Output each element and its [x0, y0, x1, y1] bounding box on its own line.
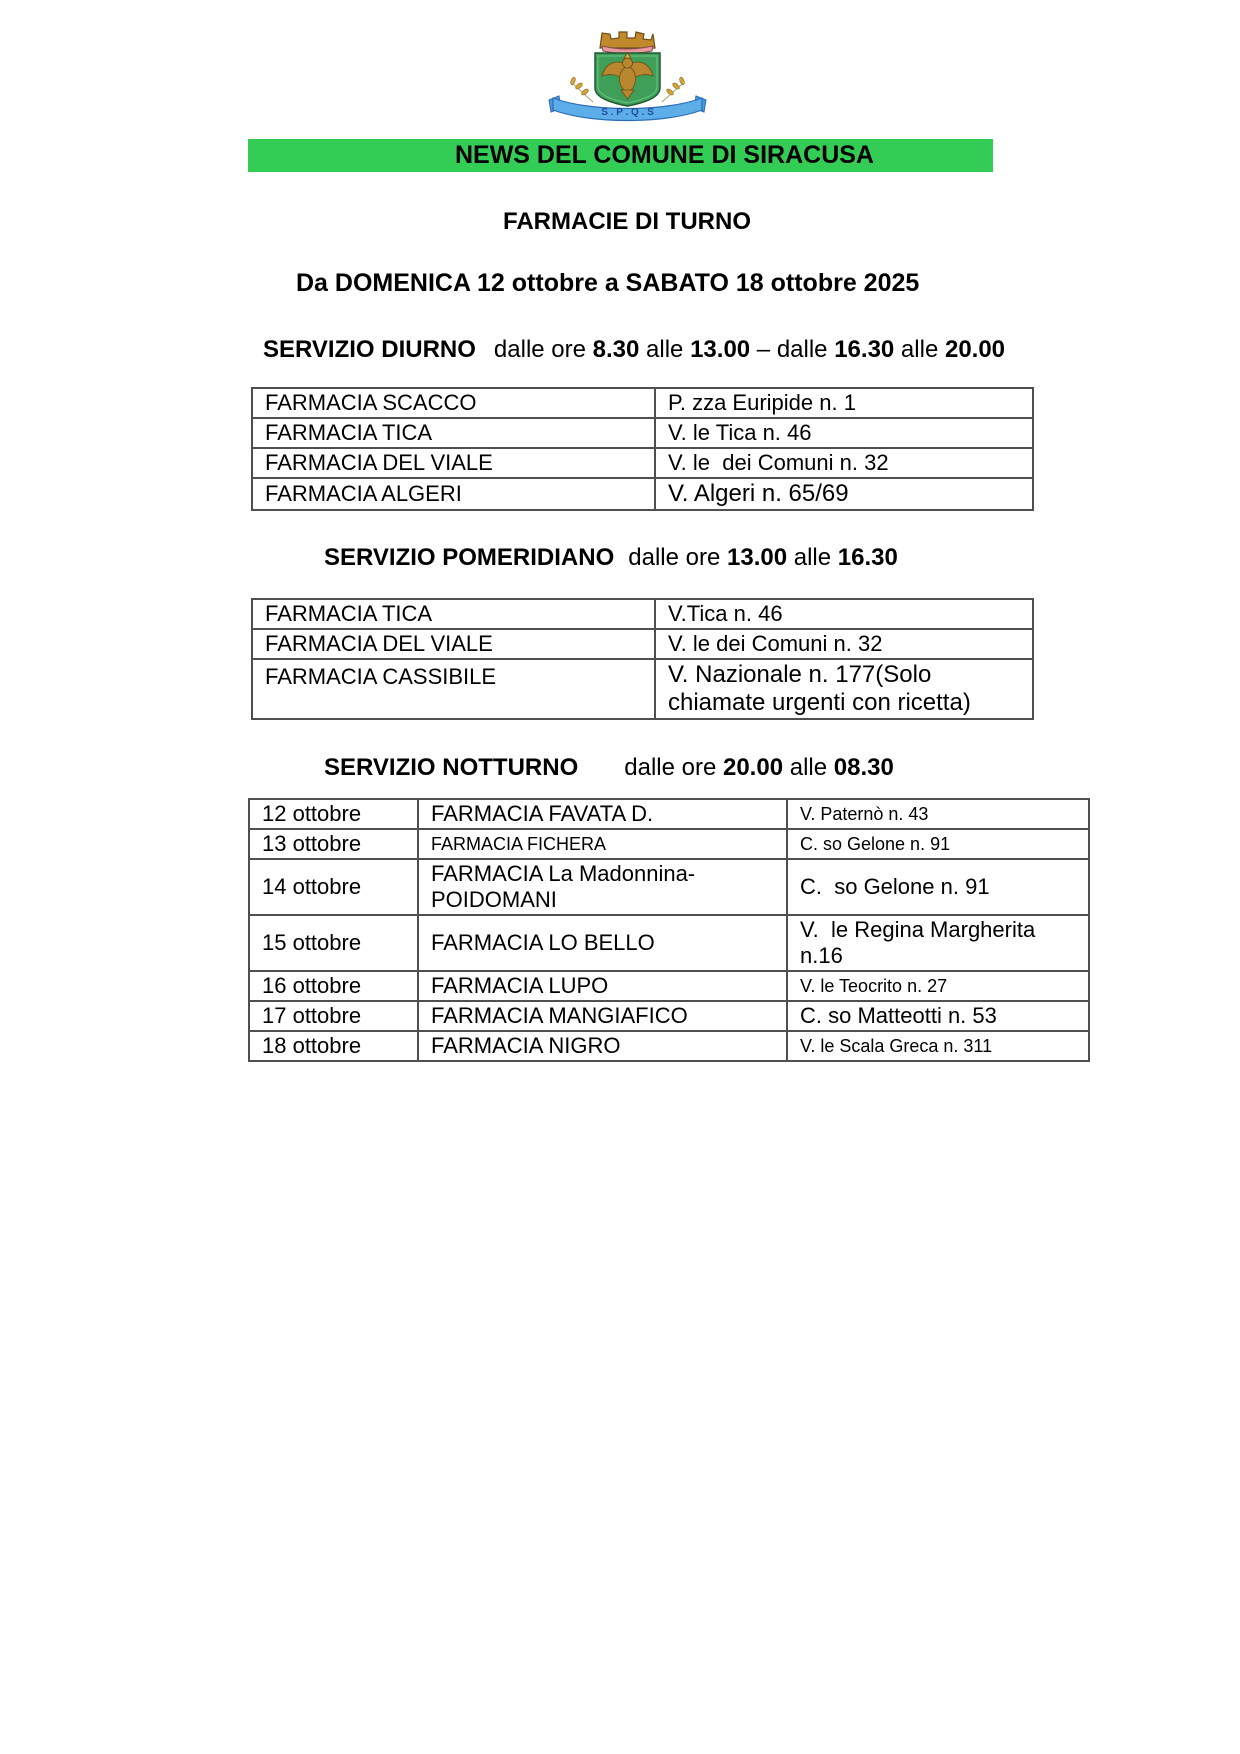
pharmacy-address-cell: C. so Gelone n. 91 [787, 859, 1089, 915]
servizio-notturno-text-2: alle [783, 754, 834, 781]
table-row [249, 829, 1089, 859]
page-title: FARMACIE DI TURNO [503, 208, 751, 235]
news-banner: NEWS DEL COMUNE DI SIRACUSA [248, 139, 993, 172]
pharmacy-address-cell: V. le Scala Greca n. 311 [787, 1031, 1089, 1061]
siracusa-coat-of-arms-icon [545, 26, 710, 124]
servizio-pomeridiano-heading [324, 544, 898, 572]
table-row [252, 629, 1033, 659]
servizio-diurno-time-4: 20.00 [944, 336, 1006, 363]
pharmacy-address-cell: V. le Teocrito n. 27 [787, 971, 1089, 1001]
table-row [252, 388, 1033, 418]
diurno-table [251, 387, 1034, 511]
date-cell: 15 ottobre [249, 915, 418, 971]
table-row [249, 859, 1089, 915]
pharmacy-address-cell: P. zza Euripide n. 1 [655, 388, 1033, 418]
table-row [249, 1031, 1089, 1061]
date-cell: 12 ottobre [249, 799, 418, 829]
date-cell: 16 ottobre [249, 971, 418, 1001]
pharmacy-name-cell: FARMACIA SCACCO [252, 388, 655, 418]
date-cell: 17 ottobre [249, 1001, 418, 1031]
servizio-diurno-text-2: alle [639, 336, 691, 363]
table-row [249, 971, 1089, 1001]
pharmacy-address-cell: V. le Regina Margherita n.16 [787, 915, 1089, 971]
pharmacy-name-cell: FARMACIA NIGRO [418, 1031, 787, 1061]
pharmacy-address-cell: V. le dei Comuni n. 32 [655, 448, 1033, 478]
table-row [249, 915, 1089, 971]
pharmacy-name-cell: FARMACIA DEL VIALE [252, 629, 655, 659]
servizio-notturno-time-1: 20.00 [722, 754, 784, 781]
pharmacy-name-cell: FARMACIA ALGERI [252, 478, 655, 510]
servizio-diurno-text-3: – dalle [750, 336, 835, 363]
pharmacy-address-cell: V. Algeri n. 65/69 [655, 478, 1033, 510]
pharmacy-address-cell: C. so Matteotti n. 53 [787, 1001, 1089, 1031]
servizio-diurno-text-1: dalle ore [493, 336, 593, 363]
pharmacy-name-cell: FARMACIA FAVATA D. [418, 799, 787, 829]
date-cell: 14 ottobre [249, 859, 418, 915]
pharmacy-address-cell: V. Paternò n. 43 [787, 799, 1089, 829]
pharmacy-address-cell: C. so Gelone n. 91 [787, 829, 1089, 859]
servizio-diurno-heading [263, 336, 1005, 364]
servizio-notturno-heading [324, 754, 894, 782]
servizio-pomeridiano-time-2: 16.30 [837, 544, 898, 571]
servizio-pomeridiano-label: SERVIZIO POMERIDIANO [324, 544, 615, 571]
servizio-notturno-text-1: dalle ore [624, 754, 723, 781]
servizio-diurno-time-1: 8.30 [592, 336, 640, 363]
table-row [252, 448, 1033, 478]
pharmacy-name-cell: FARMACIA La Madonnina-POIDOMANI [418, 859, 787, 915]
servizio-pomeridiano-text-2: alle [787, 544, 838, 571]
pharmacy-name-cell: FARMACIA LO BELLO [418, 915, 787, 971]
date-range: Da DOMENICA 12 ottobre a SABATO 18 ottobre 2025 [296, 269, 920, 297]
table-row [252, 478, 1033, 510]
pharmacy-address-cell: V.Tica n. 46 [655, 599, 1033, 629]
table-row [249, 1001, 1089, 1031]
servizio-diurno-text-4: alle [894, 336, 945, 363]
servizio-pomeridiano-time-1: 13.00 [727, 544, 788, 571]
pharmacy-name-cell: FARMACIA FICHERA [418, 829, 787, 859]
pharmacy-address-cell: V. le dei Comuni n. 32 [655, 629, 1033, 659]
pharmacy-name-cell: FARMACIA DEL VIALE [252, 448, 655, 478]
table-row [252, 659, 1033, 719]
servizio-diurno-label: SERVIZIO DIURNO [263, 336, 476, 363]
pomeridiano-table [251, 598, 1034, 720]
pharmacy-address-cell: V. le Tica n. 46 [655, 418, 1033, 448]
date-cell: 18 ottobre [249, 1031, 418, 1061]
servizio-notturno-time-2: 08.30 [833, 754, 894, 781]
table-row [252, 599, 1033, 629]
pharmacy-name-cell: FARMACIA CASSIBILE [252, 659, 655, 719]
pharmacy-name-cell: FARMACIA MANGIAFICO [418, 1001, 787, 1031]
servizio-diurno-time-3: 16.30 [834, 336, 895, 363]
crest-motto: S . P . Q . S [601, 107, 654, 118]
servizio-notturno-label: SERVIZIO NOTTURNO [324, 754, 579, 781]
pharmacy-address-cell: V. Nazionale n. 177(Solo chiamate urgenti con ricetta) [655, 659, 1033, 719]
date-cell: 13 ottobre [249, 829, 418, 859]
pharmacy-name-cell: FARMACIA TICA [252, 418, 655, 448]
table-row [252, 418, 1033, 448]
pharmacy-name-cell: FARMACIA TICA [252, 599, 655, 629]
servizio-pomeridiano-text-1: dalle ore [628, 544, 727, 571]
servizio-diurno-time-2: 13.00 [690, 336, 751, 363]
pharmacy-name-cell: FARMACIA LUPO [418, 971, 787, 1001]
mural-crown-icon [600, 32, 655, 54]
table-row [249, 799, 1089, 829]
notturno-table [248, 798, 1090, 1062]
